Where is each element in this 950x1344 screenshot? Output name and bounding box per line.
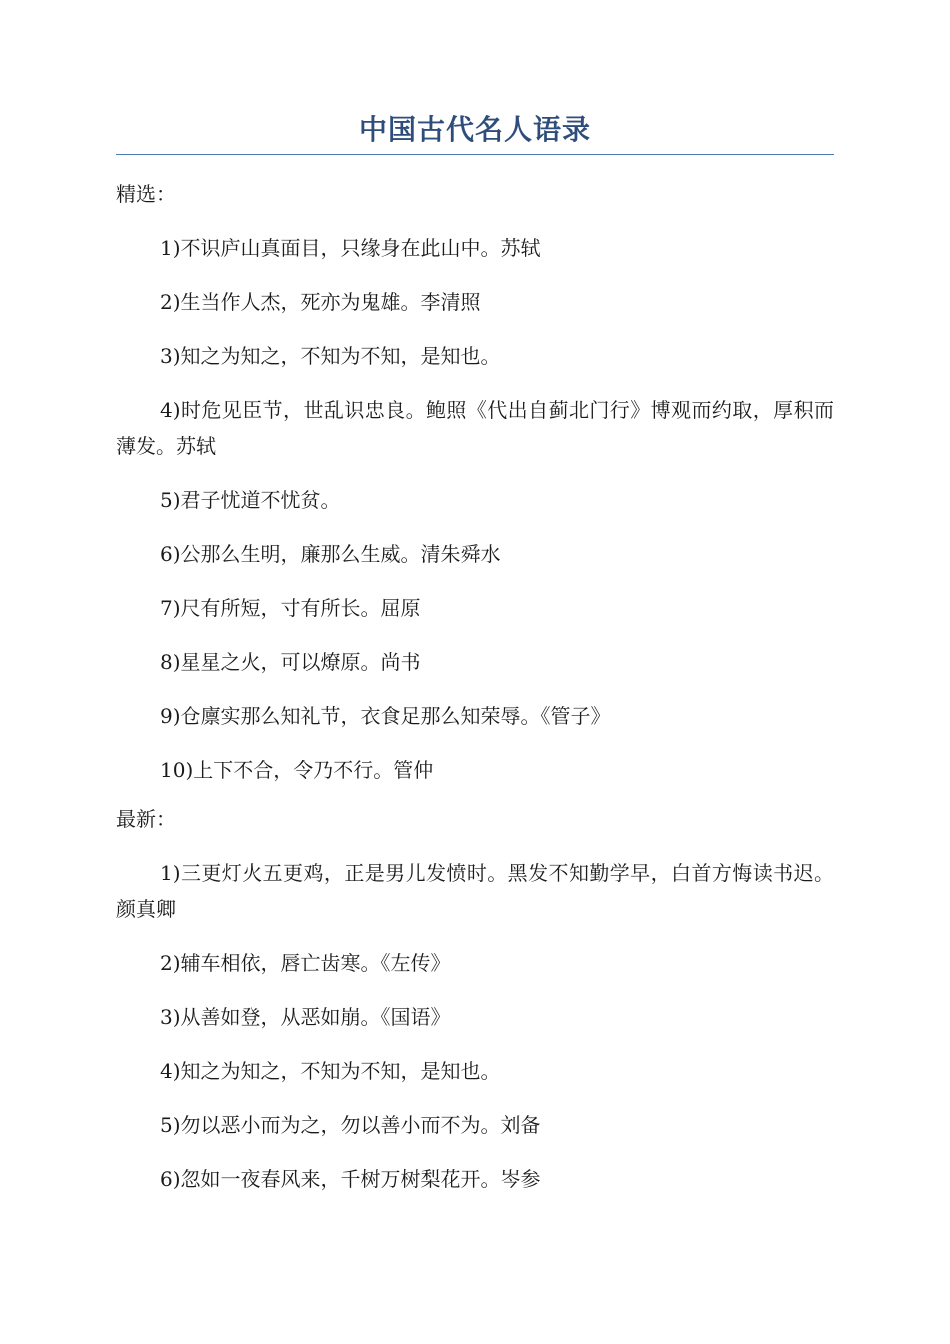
- quote-item: 1)三更灯火五更鸡，正是男儿发愤时。黑发不知勤学早，白首方悔读书迟。颜真卿: [116, 861, 834, 921]
- quote-item: 6)忽如一夜春风来，千树万树梨花开。岑参: [160, 1167, 541, 1191]
- quote-item: 8)星星之火，可以燎原。尚书: [160, 650, 421, 674]
- quote-item: 6)公那么生明，廉那么生威。清朱舜水: [160, 542, 501, 566]
- quote-item: 2)生当作人杰，死亦为鬼雄。李清照: [160, 290, 481, 314]
- quote-item: 5)君子忧道不忧贫。: [160, 488, 341, 512]
- document-page: [116, 112, 834, 1197]
- quote-item: 10)上下不合，令乃不行。管仲: [160, 758, 434, 782]
- section-label-latest: 最新：: [116, 807, 176, 831]
- quote-item: 3)知之为知之，不知为不知，是知也。: [160, 344, 501, 368]
- quote-item: 4)时危见臣节，世乱识忠良。鲍照《代出自蓟北门行》博观而约取，厚积而薄发。苏轼: [116, 398, 834, 458]
- quote-item: 4)知之为知之，不知为不知，是知也。: [160, 1059, 501, 1083]
- quote-item: 5)勿以恶小而为之，勿以善小而不为。刘备: [160, 1113, 541, 1137]
- quote-item: 2)辅车相依，唇亡齿寒。《左传》: [160, 951, 451, 975]
- quote-item: 3)从善如登，从恶如崩。《国语》: [160, 1005, 451, 1029]
- quote-item: 7)尺有所短，寸有所长。屈原: [160, 596, 421, 620]
- page-title: 中国古代名人语录: [116, 112, 834, 155]
- quote-item: 9)仓廪实那么知礼节，衣食足那么知荣辱。《管子》: [160, 704, 611, 728]
- section-label-selected: 精选：: [116, 182, 176, 206]
- quote-item: 1)不识庐山真面目，只缘身在此山中。苏轼: [160, 236, 541, 260]
